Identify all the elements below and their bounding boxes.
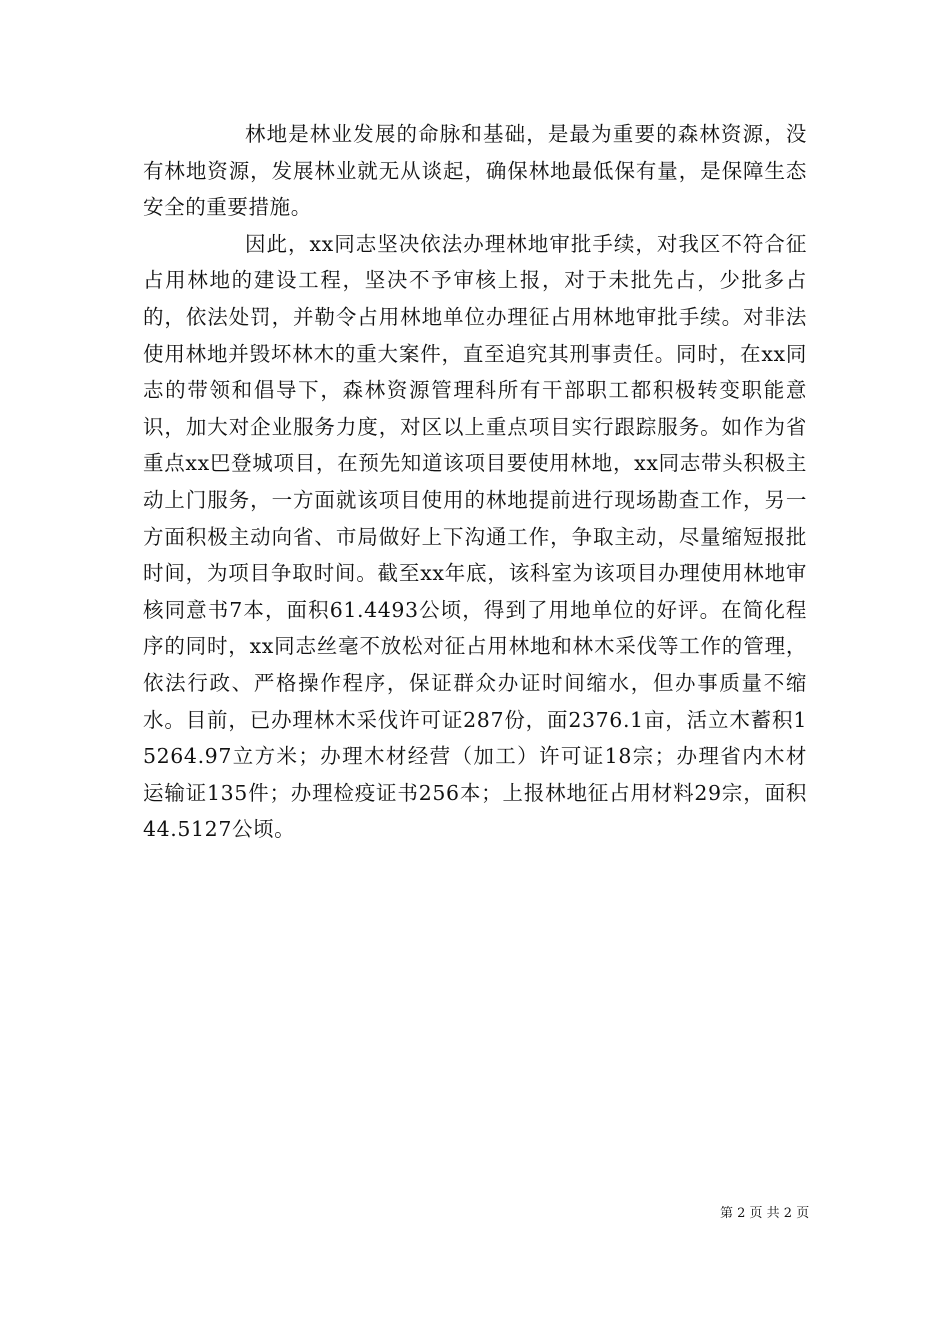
page-number-footer: 第 2 页 共 2 页 — [720, 1206, 810, 1221]
paragraph-2: 因此，xx同志坚决依法办理林地审批手续，对我区不符合征占用林地的建设工程，坚决不予审核上报，对于未批先占，少批多占的，依法处罚，并勒令占用林地单位办理征占用林地审批手续。对非法使用林地并毁坏林木的重大案件，直至追究其刑事责任。同时，在xx同志的带领和倡导下，森林资源管理科所有干部职工都积极转变职能意识，加大对企业服务力度，对区以上重点项目实行跟踪服务。如作为省重点xx巴登城项目，在预先知道该项目要使用林地，xx同志带头积极主动上门服务，一方面就该项目使用的林地提前进行现场勘查工作，另一方面积极主动向省、市局做好上下沟通工作，争取主动，尽量缩短报批时间，为项目争取时间。截至xx年底，该科室为该项目办理使用林地审核同意书7本，面积61.4493公顷，得到了用地单位的好评。在简化程序的同时，xx同志丝毫不放松对征占用林地和林木采伐等工作的管理，依法行政、严格操作程序，保证群众办证时间缩水，但办事质量不缩水。目前，已办理林木采伐许可证287份，面2376.1亩，活立木蓄积15264.97立方米；办理木材经营（加工）许可证18宗；办理省内木材运输证135件；办理检疫证书256本；上报林地征占用材料29宗，面积44.5127公顷。 — [143, 231, 807, 842]
document-body — [143, 116, 807, 848]
paragraph-1: 林地是林业发展的命脉和基础，是最为重要的森林资源，没有林地资源，发展林业就无从谈起，确保林地最低保有量，是保障生态安全的重要措施。 — [143, 122, 807, 220]
